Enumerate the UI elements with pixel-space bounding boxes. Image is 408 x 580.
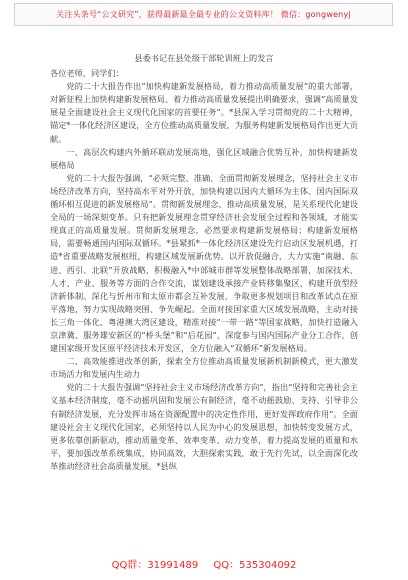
paragraph: 党的二十大报告作出“加快构建新发展格局，着力推动高质量发展”的重大部署，对新征程上加快构建新发展格局、着力推动高质量发展提出明确要求，强调“高质量发展是全面建设社会主义现代化国家的首要任务”。*县深入学习贯彻党的二十大精神，锚定*一体化经济区建设，全方位推动高质量发展，为服务构建新发展格局作出更大贡献。 [50,81,358,144]
section-heading-2: 二、高效能推进改革创新，探索全方位推动高质量发展新机制新模式，更大激发市场活力和发展内生动力 [50,356,358,380]
section-heading-1: 一、高层次构建内外循环联动发展高地，强化区域融合优势互补，加快构建新发展格局 [50,146,358,170]
banner-text: 关注头条号“公文研究”，获得最新最全最专业的公文资料库！ 微信：gongwenyj [56,10,351,19]
document-body [50,52,358,473]
top-banner [14,3,393,26]
footer-qq-group: QQ群：31991489 [111,560,199,571]
document-title: 县委书记在县处级干部轮训班上的发言 [134,53,274,63]
greeting: 各位老师，同学们： [50,68,124,79]
paragraph: 党的二十大报告强调，“必须完整、准确、全面贯彻新发展理念，坚持社会主义市场经济改革方向，坚持高水平对外开放，加快构建以国内大循环为主体、国内国际双循环相互促进的新发展格局”。贯彻新发展理念、推动高质量发展，是关系现代化建设全局的一场深刻变革。只有把新发展理念贯穿经济社会发展全过程和各领域，才能实现真正的高质量发展。贯彻新发展理念，必然要求构建新发展格局；构建新发展格局，需要畅通国内国际双循环。*县紧抓*一体化经济区建设先行启动区发展机遇，打造*省重要战略发展枢纽，构建区域发展新优势。以开放促融合，大力实施“南融、东进、西引、北联”开放战略，积极融入*中部城市群等发展整体战略部署，加深技术、人才、产业、服务等方面的合作交流，谋划建设承接产业转移集聚区，构建开放型经济新体制。深化与忻州市和太原市都会互补发展，争取更多规划项目和改革试点在原平落地，努力实现战略突围、争先崛起。全面对接国家重大区域发展战略，主动对接长三角一体化、粤港澳大湾区建设，精准对接“一带一路”等国家战略，加快打造融入京津冀、服务雄安新区的“桥头堡”和“后花园”，深度参与国内国际产业分工合作，创建国家级开发区原平经济技术开发区，全方位融入“双循环”新发展格局。 [50,172,358,354]
footer-qq: QQ：535304092 [213,560,297,571]
footer-contact [0,556,408,571]
paragraph: 党的二十大报告强调“坚持社会主义市场经济改革方向”，指出“坚持和完善社会主义基本经济制度，毫不动摇巩固和发展公有制经济，毫不动摇鼓励、支持、引导非公有制经济发展，充分发挥市场在资源配置中的决定性作用，更好发挥政府作用”。全面建设社会主义现代化国家，必须坚持以人民为中心的发展思想，加快转变发展方式，更多依靠创新驱动，推动质量变革、效率变革、动力变革，着力提高发展的质量和水平，要加强改革系统集成，协同高效，大胆探索实践，敢于先行先试，以全面深化改革推动经济社会高质量发展。*县纵 [50,382,358,471]
